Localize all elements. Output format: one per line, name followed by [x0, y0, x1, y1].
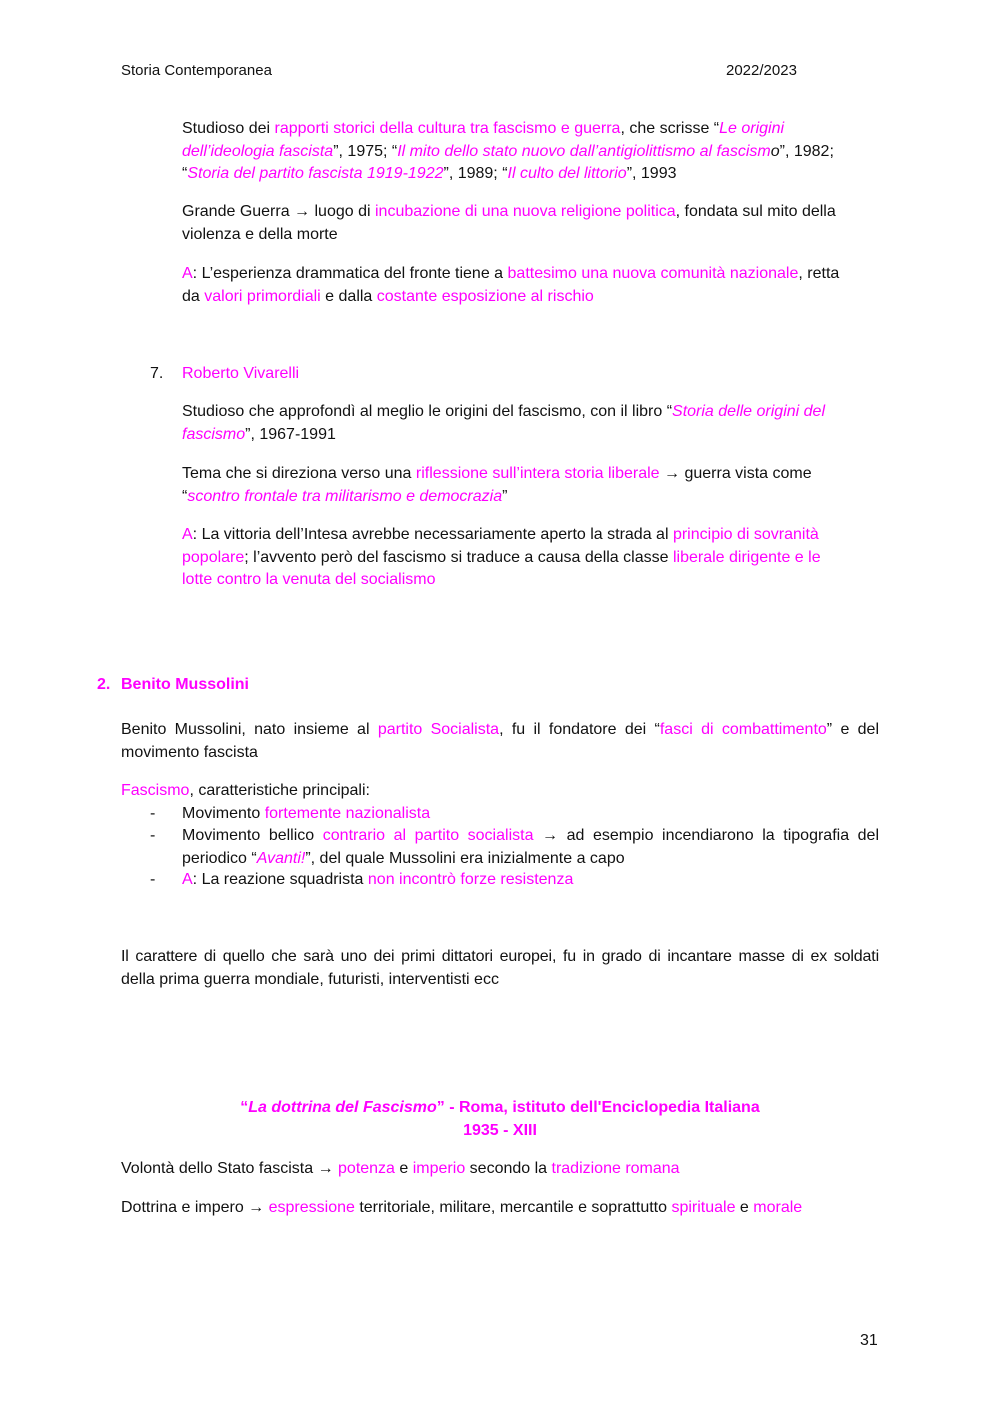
- highlight: incubazione di una nuova religione politica: [375, 203, 676, 220]
- text: Studioso dei: [182, 120, 275, 137]
- highlight: scontro frontale tra militarismo e democrazia: [187, 487, 503, 505]
- text: “: [182, 165, 188, 182]
- text: , fondata sul mito della: [675, 203, 836, 220]
- text: Grande Guerra → luogo di: [182, 203, 375, 220]
- doctrine-year: 1935 - XIII: [463, 1121, 537, 1139]
- book-title: Storia del partito fascista 1919-1922: [187, 165, 444, 182]
- paragraph-volonta: [121, 1158, 680, 1181]
- text: ”, 1982;: [779, 142, 834, 160]
- text: Movimento: [182, 805, 265, 822]
- text: o: [770, 142, 780, 160]
- highlight: non incontrò forze resistenza: [367, 871, 574, 888]
- book-title: fascismo: [182, 425, 246, 443]
- text: “: [182, 487, 188, 505]
- highlight: espressione: [268, 1199, 355, 1216]
- text: , fu il fondatore dei “: [499, 721, 660, 738]
- text: ”: [502, 487, 508, 505]
- highlight: Fascismo: [121, 782, 190, 799]
- header-year: 2022/2023: [726, 62, 797, 79]
- text: → guerra vista come: [659, 465, 812, 482]
- paragraph-dottrina: [121, 1197, 802, 1220]
- bullet-item-3: [182, 869, 573, 892]
- paragraph-studioso-vivarelli: [182, 401, 882, 446]
- text: Tema che si direziona verso una: [182, 465, 416, 482]
- paragraph-grande-guerra: [182, 201, 882, 246]
- book-title: La dottrina del Fascismo: [248, 1099, 437, 1116]
- highlight: potenza: [338, 1160, 395, 1177]
- text: : La reazione squadrista: [192, 871, 368, 888]
- text: e: [735, 1199, 754, 1216]
- highlight: principio di sovranità: [672, 526, 819, 543]
- paragraph-carattere: [121, 946, 879, 991]
- text: , caratteristiche principali:: [189, 782, 370, 799]
- highlight: A: [182, 526, 193, 543]
- highlight: imperio: [412, 1160, 466, 1177]
- highlight: liberale dirigente e le: [672, 548, 821, 566]
- text: territoriale, militare, mercantile e soprattutto: [354, 1199, 672, 1216]
- highlight: valori primordiali: [204, 287, 321, 305]
- text: ”, 1989; “: [443, 165, 508, 182]
- text: e: [394, 1160, 413, 1177]
- text: della prima guerra mondiale, futuristi, interventisti ecc: [121, 970, 499, 988]
- section-heading: Benito Mussolini: [121, 676, 249, 693]
- section-number: 2.: [97, 676, 111, 693]
- list-number-7: 7.: [150, 365, 164, 382]
- paragraph-mussolini-intro: [121, 719, 879, 764]
- text: movimento fascista: [121, 743, 258, 761]
- highlight: rapporti storici della cultura tra fascismo e guerra: [274, 120, 621, 137]
- highlight: popolare: [182, 548, 245, 566]
- highlight: A: [182, 265, 193, 282]
- text: violenza e della morte: [182, 225, 338, 243]
- text: secondo la: [465, 1160, 552, 1177]
- header-title: Storia Contemporanea: [121, 62, 272, 79]
- newspaper-title: Avanti!: [256, 849, 306, 867]
- text: , retta: [798, 265, 840, 282]
- doctrine-heading: [121, 1097, 879, 1142]
- bullet-dash: -: [150, 871, 156, 888]
- bullet-item-1: [182, 803, 430, 826]
- text: “: [240, 1099, 249, 1116]
- text: ”, del quale Mussolini era inizialmente a capo: [305, 849, 625, 867]
- highlight: fortemente nazionalista: [264, 805, 431, 822]
- highlight: costante esposizione al rischio: [376, 287, 594, 305]
- highlight: fasci di combattimento: [659, 721, 827, 738]
- text: Studioso che approfondì al meglio le origini del fascismo, con il libro “: [182, 403, 673, 420]
- list-item-heading: Roberto Vivarelli: [182, 365, 300, 382]
- book-title: Storia delle origini del: [672, 403, 826, 420]
- bullet-dash: -: [150, 827, 156, 844]
- paragraph-tema: [182, 463, 882, 508]
- highlight: tradizione romana: [551, 1160, 680, 1177]
- highlight: A: [182, 871, 193, 888]
- text: periodico “: [182, 849, 257, 867]
- highlight: morale: [753, 1199, 803, 1216]
- text: e dalla: [320, 287, 377, 305]
- highlight: battesimo una nuova comunità nazionale: [507, 265, 799, 282]
- text: Movimento bellico: [182, 827, 323, 844]
- text: , che scrisse “: [620, 120, 720, 137]
- paragraph-fascismo-caratteristiche: [121, 780, 370, 803]
- paragraph-a-vittoria: [182, 524, 882, 592]
- text: : L’esperienza drammatica del fronte tiene a: [192, 265, 508, 282]
- paragraph-a-esperienza: [182, 263, 882, 308]
- text: ” e del: [826, 721, 880, 738]
- book-title: Le origini: [719, 120, 785, 137]
- bullet-item-2: [182, 825, 879, 870]
- text: Il carattere di quello che sarà uno dei primi dittatori europei, fu in grado di incantare masse di ex soldati: [121, 948, 879, 965]
- text: Benito Mussolini, nato insieme al: [121, 721, 378, 738]
- text: Dottrina e impero →: [121, 1199, 269, 1216]
- text: ; l’avvento però del fascismo si traduce a causa della classe: [244, 548, 673, 566]
- highlight: contrario al partito socialista: [322, 827, 534, 844]
- book-title: dell’ideologia fascista: [182, 142, 334, 160]
- text: ”, 1975; “: [333, 142, 398, 160]
- text: ”, 1993: [626, 165, 677, 182]
- highlight: partito Socialista: [377, 721, 500, 738]
- book-title: Il mito dello stato nuovo dall’antigiolittismo al fascism: [397, 142, 771, 160]
- highlight: spirituale: [671, 1199, 736, 1216]
- highlight: riflessione sull’intera storia liberale: [415, 465, 660, 482]
- paragraph-studioso-gentile: [182, 118, 882, 186]
- page-number: 31: [860, 1332, 878, 1349]
- text: ” - Roma, istituto dell'Enciclopedia Italiana: [436, 1099, 760, 1116]
- book-title: Il culto del littorio: [507, 165, 627, 182]
- text: : La vittoria dell’Intesa avrebbe necessariamente aperto la strada al: [192, 526, 673, 543]
- text: da: [182, 287, 205, 305]
- bullet-dash: -: [150, 805, 156, 822]
- text: Volontà dello Stato fascista →: [121, 1160, 339, 1177]
- text: → ad esempio incendiarono la tipografia del: [533, 827, 880, 844]
- highlight: lotte contro la venuta del socialismo: [182, 571, 436, 588]
- text: ”, 1967-1991: [245, 425, 336, 443]
